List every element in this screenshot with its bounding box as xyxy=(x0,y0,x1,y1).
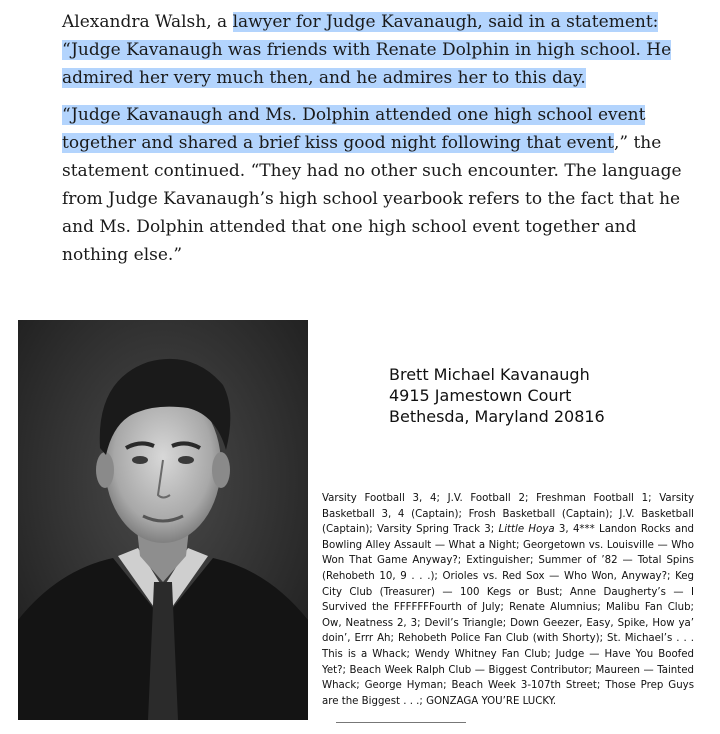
yearbook-portrait-photo xyxy=(18,320,308,720)
p2-selected-text[interactable]: “Judge Kavanaugh and Ms. Dolphin attended one high school event together and shared a brief kiss good night following that event xyxy=(62,105,646,153)
article-paragraph-2 xyxy=(62,101,702,269)
student-city: Bethesda, Maryland 20816 xyxy=(389,407,605,426)
article-text xyxy=(62,8,702,269)
portrait-illustration xyxy=(18,320,308,720)
bio-part-2: 3, 4*** Landon Rocks and Bowling Alley Assault — What a Night; Georgetown vs. Louisville — Who Won That Game Anyway?; Extinguisher; Summer of ’82 — Total Spins (Rehobeth 10, 9 . . .); Orioles vs. Red Sox — Who Won, Anyway?; Keg City Club (Treasurer) — 100 Kegs or Bust; Anne Daugherty’s — I Survived the FFFFFFFourth of July; Renate Alumnius; Malibu Fan Club; Ow, Neatness 2, 3; Devil’s Triangle; Down Geezer, Easy, Spike, How ya’ doin’, Errr Ah; Rehobeth Police Fan Club (with Shorty); St. Michael’s . . . This is a Whack; Wendy Whitney Fan Club; Judge — Have You Boofed Yet?; Beach Week Ralph Club — Biggest Contributor; Maureen — Tainted Whack; George Hyman; Beach Week 3-107th Street; Those Prep Guys are the Biggest . . .; GONZAGA YOU’RE LUCKY. xyxy=(322,524,694,707)
yearbook-page xyxy=(18,320,704,734)
bio-part-1: Varsity Football 3, 4; J.V. Football 2; Freshman Football 1; Varsity Basketball 3, 4 (Captain); Frosh Basketball (Captain); J.V. Basketball (Captain); Varsity Spring Track 3; xyxy=(322,493,694,536)
bio-italic-title: Little Hoya xyxy=(498,524,555,536)
student-street: 4915 Jamestown Court xyxy=(389,386,572,405)
student-address-block xyxy=(389,364,605,427)
p1-plain-text: Alexandra Walsh, a xyxy=(62,12,233,32)
yearbook-divider xyxy=(336,722,466,723)
p1-selected-text[interactable]: lawyer for Judge Kavanaugh, said in a statement: “Judge Kavanaugh was friends with Renate Dolphin in high school. He admired her very much then, and he admires her to this day. xyxy=(62,12,672,88)
student-name: Brett Michael Kavanaugh xyxy=(389,365,590,384)
yearbook-bio-text xyxy=(322,491,694,709)
article-paragraph-1 xyxy=(62,8,702,92)
p2-plain-text: ,” the statement continued. “They had no other such encounter. The language from Judge Kavanaugh’s high school yearbook refers to the fact that he and Ms. Dolphin attended that one high school event together and nothing else.” xyxy=(62,133,682,265)
